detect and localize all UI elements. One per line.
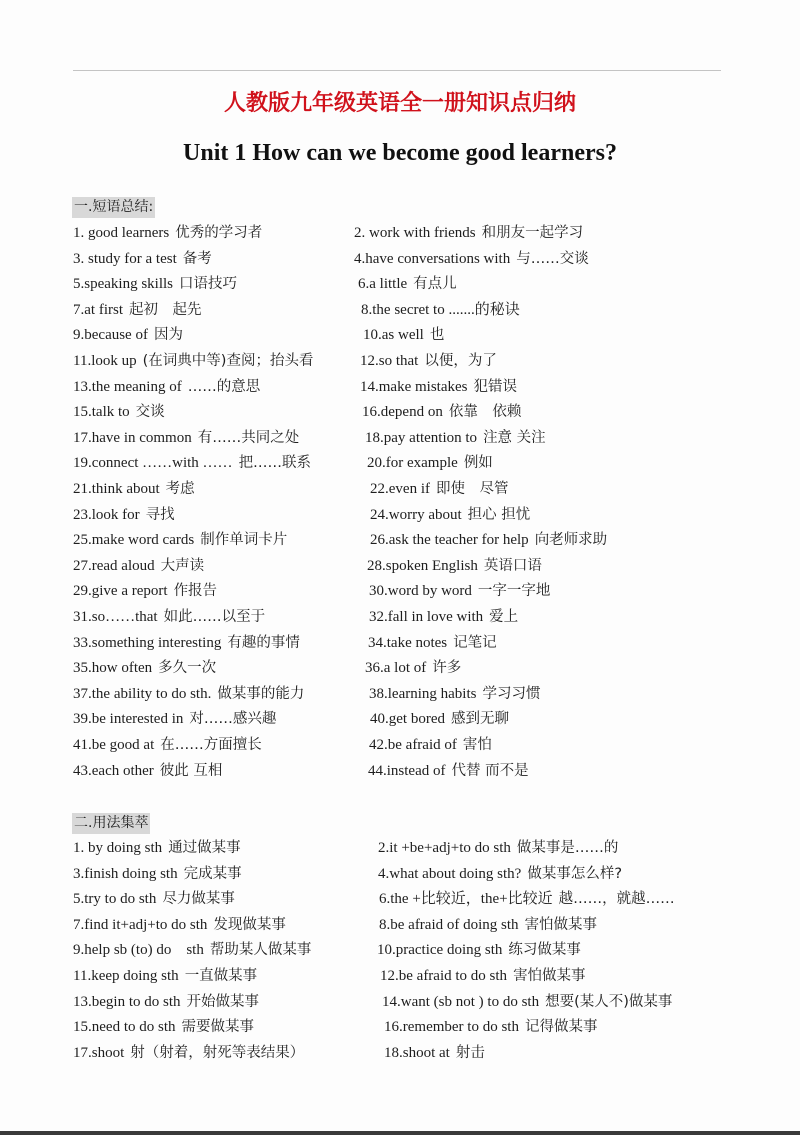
list-item: [73, 428, 299, 448]
phrase-chinese: 有趣的事情: [227, 634, 300, 651]
list-item: [369, 581, 550, 601]
list-item: [368, 761, 529, 781]
phrase-chinese: 一字一字地: [477, 583, 551, 600]
phrase-english: 3. study for a test: [73, 250, 177, 267]
phrase-chinese: 作报告: [173, 583, 218, 600]
phrase-chinese: (在词典中等)查阅；抬头看: [142, 353, 314, 369]
section-usage-heading: 二.用法集萃: [72, 813, 150, 834]
phrase-chinese: 害怕: [462, 737, 492, 753]
phrase-chinese: 做某事是……的: [516, 840, 619, 856]
phrase-chinese: 例如: [463, 455, 493, 472]
phrase-chinese: 也: [429, 327, 445, 344]
list-item: [382, 992, 672, 1012]
phrase-english: 6.the +比较近，the+比较近: [379, 891, 553, 908]
document-title-chinese: 人教版九年级英语全一册知识点归纳: [223, 91, 576, 116]
phrase-chinese: 想要(某人不)做某事: [545, 993, 673, 1010]
top-divider: [73, 70, 721, 71]
phrase-chinese: 完成某事: [183, 865, 242, 882]
list-item: [379, 889, 675, 909]
phrase-english: 25.make word cards: [73, 532, 195, 549]
list-item: [377, 940, 581, 960]
phrase-english: 11.keep doing sth: [73, 968, 179, 984]
list-item: [73, 838, 241, 858]
phrase-chinese: ……的意思: [187, 378, 261, 395]
phrase-chinese: 担心 担忧: [467, 506, 531, 523]
phrase-chinese: 因为: [153, 327, 183, 344]
phrase-chinese: 制作单词卡片: [200, 532, 288, 549]
phrase-english: 35.how often: [73, 660, 153, 677]
list-item: [73, 223, 262, 243]
list-item: [73, 684, 304, 704]
phrase-chinese: 发现做某事: [213, 916, 286, 933]
phrase-chinese: 犯错误: [473, 378, 517, 395]
phrase-chinese: 代替 而不是: [451, 762, 529, 779]
list-item: [73, 1017, 254, 1037]
phrase-chinese: 害怕做某事: [513, 968, 586, 984]
phrase-chinese: 和朋友一起学习: [481, 225, 584, 241]
list-item: [73, 915, 286, 935]
phrase-chinese: 英语口语: [483, 557, 542, 574]
list-item: [73, 351, 313, 371]
phrase-chinese: 彼此 互相: [159, 762, 223, 779]
list-item: [379, 915, 597, 935]
phrase-chinese: 射击: [455, 1044, 485, 1061]
list-item: [368, 633, 497, 653]
phrase-chinese: 尽力做某事: [162, 891, 235, 908]
phrase-chinese: 即使 尽管: [435, 481, 509, 497]
phrase-english: 8.be afraid of doing sth: [379, 916, 519, 933]
phrase-english: 9.because of: [73, 327, 148, 344]
phrase-english: 37.the ability to do sth.: [73, 685, 212, 702]
phrase-chinese: 通过做某事: [168, 840, 241, 856]
list-item: [73, 274, 237, 294]
section-phrases-heading: 一.短语总结:: [72, 197, 155, 218]
phrase-english: 7.find it+adj+to do sth: [73, 916, 208, 933]
list-item: [378, 838, 618, 858]
phrase-english: 2. work with friends: [354, 225, 476, 241]
list-item: [73, 761, 222, 781]
phrase-chinese: 一直做某事: [184, 968, 258, 984]
phrase-english: 12.so that: [360, 353, 419, 369]
list-item: [370, 479, 508, 499]
phrase-chinese: 在……方面擅长: [160, 737, 262, 753]
phrase-chinese: 记得做某事: [524, 1019, 598, 1036]
list-item: [73, 864, 242, 884]
phrase-english: 24.worry about: [370, 506, 462, 523]
unit-title: Unit 1 How can we become good learners?: [183, 140, 617, 166]
phrase-english: 26.ask the teacher for help: [370, 532, 529, 549]
phrase-english: 13.the meaning of: [73, 378, 182, 395]
list-item: [380, 966, 586, 986]
phrase-english: 23.look for: [73, 506, 140, 523]
phrase-english: 5.try to do sth: [73, 891, 157, 908]
list-item: [73, 735, 262, 755]
list-item: [73, 658, 216, 678]
list-item: [384, 1017, 597, 1037]
phrase-chinese: 优秀的学习者: [175, 225, 263, 241]
list-item: [365, 428, 546, 448]
phrase-chinese: 对……感兴趣: [189, 711, 277, 728]
phrase-english: 15.need to do sth: [73, 1019, 176, 1036]
phrase-chinese: 备考: [182, 250, 212, 267]
list-item: [370, 709, 509, 729]
phrase-english: 9.help sb (to) do sth: [73, 942, 204, 959]
list-item: [73, 479, 195, 499]
phrase-chinese: 射（射着，射死等表结果）: [130, 1044, 305, 1061]
phrase-english: 4.have conversations with: [354, 250, 511, 267]
list-item: [354, 249, 589, 269]
phrase-chinese: 与……交谈: [516, 250, 589, 267]
phrase-english: 19.connect ……with ……: [73, 455, 233, 472]
phrase-english: 6.a little: [358, 276, 408, 293]
phrase-chinese: 爱上: [489, 609, 519, 625]
list-item: [73, 249, 212, 269]
list-item: [358, 274, 457, 294]
phrase-english: 43.each other: [73, 762, 154, 779]
phrase-english: 8.the secret to .......的秘诀: [361, 301, 520, 318]
phrase-english: 4.what about doing sth?: [378, 865, 522, 882]
phrase-english: 44.instead of: [368, 762, 446, 779]
phrase-chinese: 开始做某事: [186, 993, 259, 1010]
phrase-english: 1. by doing sth: [73, 840, 163, 856]
phrase-chinese: 许多: [432, 660, 462, 677]
list-item: [73, 530, 287, 550]
phrase-english: 14.want (sb not ) to do sth: [382, 993, 540, 1010]
list-item: [365, 658, 461, 678]
phrase-english: 20.for example: [367, 455, 458, 472]
list-item: [73, 300, 202, 320]
phrase-chinese: 寻找: [145, 506, 175, 523]
phrase-chinese: 以便，为了: [424, 353, 497, 369]
phrase-chinese: 感到无聊: [450, 711, 509, 728]
list-item: [360, 351, 497, 371]
phrase-english: 17.shoot: [73, 1044, 125, 1061]
phrase-english: 22.even if: [370, 481, 430, 497]
list-item: [370, 530, 607, 550]
list-item: [370, 505, 530, 525]
list-item: [73, 325, 183, 345]
phrase-chinese: 害怕做某事: [524, 916, 598, 933]
list-item: [369, 607, 518, 627]
phrase-chinese: 有……共同之处: [197, 429, 300, 446]
list-item: [73, 505, 175, 525]
list-item: [73, 633, 300, 653]
phrase-english: 21.think about: [73, 481, 160, 497]
phrase-english: 13.begin to do sth: [73, 993, 181, 1010]
list-item: [73, 581, 217, 601]
phrase-chinese: 越……，就越……: [558, 891, 675, 908]
phrase-english: 27.read aloud: [73, 557, 155, 574]
list-item: [73, 607, 265, 627]
phrase-english: 12.be afraid to do sth: [380, 968, 508, 984]
list-item: [73, 992, 259, 1012]
phrase-english: 7.at first: [73, 301, 123, 318]
list-item: [360, 377, 517, 397]
phrase-chinese: 练习做某事: [508, 942, 581, 959]
phrase-chinese: 把……联系: [238, 455, 312, 472]
list-item: [384, 1043, 485, 1063]
phrase-chinese: 做某事怎么样?: [527, 865, 623, 882]
phrase-chinese: 大声读: [160, 557, 205, 574]
phrase-english: 15.talk to: [73, 404, 130, 421]
phrase-english: 16.depend on: [362, 404, 443, 421]
list-item: [363, 325, 444, 345]
phrase-english: 30.word by word: [369, 583, 472, 600]
phrase-english: 39.be interested in: [73, 711, 184, 728]
phrase-chinese: 多久一次: [158, 660, 217, 677]
list-item: [73, 1043, 304, 1063]
phrase-english: 36.a lot of: [365, 660, 427, 677]
phrase-chinese: 口语技巧: [179, 276, 237, 293]
phrase-english: 10.practice doing sth: [377, 942, 503, 959]
phrase-chinese: 帮助某人做某事: [209, 942, 312, 959]
phrase-english: 1. good learners: [73, 225, 170, 241]
list-item: [73, 556, 204, 576]
phrase-chinese: 做某事的能力: [217, 685, 305, 702]
phrase-chinese: 交谈: [135, 404, 165, 421]
list-item: [367, 453, 493, 473]
list-item: [73, 377, 260, 397]
phrase-chinese: 学习习惯: [482, 685, 541, 702]
phrase-english: 28.spoken English: [367, 557, 478, 574]
phrase-chinese: 需要做某事: [181, 1019, 254, 1036]
phrase-english: 3.finish doing sth: [73, 865, 178, 882]
list-item: [361, 300, 526, 320]
phrase-chinese: 有点儿: [413, 276, 457, 293]
list-item: [73, 709, 276, 729]
list-item: [73, 889, 235, 909]
phrase-english: 34.take notes: [368, 634, 448, 651]
phrase-chinese: 记笔记: [453, 634, 497, 651]
phrase-english: 41.be good at: [73, 737, 155, 753]
phrase-chinese: 向老师求助: [534, 532, 608, 549]
phrase-chinese: 起初 起先: [129, 301, 202, 318]
phrase-english: 17.have in common: [73, 429, 192, 446]
phrase-english: 14.make mistakes: [360, 378, 468, 395]
phrase-english: 33.something interesting: [73, 634, 222, 651]
bottom-border: [0, 1131, 800, 1135]
phrase-english: 40.get bored: [370, 711, 445, 728]
list-item: [378, 864, 622, 884]
list-item: [354, 223, 583, 243]
phrase-chinese: 依靠 依赖: [448, 404, 522, 421]
phrase-english: 5.speaking skills: [73, 276, 173, 293]
list-item: [369, 735, 492, 755]
phrase-english: 11.look up: [73, 353, 137, 369]
phrase-chinese: 考虑: [165, 481, 195, 497]
phrase-english: 32.fall in love with: [369, 609, 484, 625]
list-item: [73, 940, 311, 960]
phrase-chinese: 注意 关注: [483, 429, 546, 446]
phrase-chinese: 如此……以至于: [163, 609, 266, 625]
phrase-english: 31.so……that: [73, 609, 158, 625]
list-item: [73, 966, 257, 986]
phrase-english: 29.give a report: [73, 583, 168, 600]
phrase-english: 16.remember to do sth: [384, 1019, 519, 1036]
list-item: [73, 453, 311, 473]
phrase-english: 42.be afraid of: [369, 737, 457, 753]
list-item: [367, 556, 542, 576]
phrase-english: 2.it +be+adj+to do sth: [378, 840, 511, 856]
list-item: [369, 684, 540, 704]
phrase-english: 10.as well: [363, 327, 424, 344]
list-item: [362, 402, 521, 422]
phrase-english: 18.pay attention to: [365, 429, 478, 446]
phrase-english: 18.shoot at: [384, 1044, 450, 1061]
list-item: [73, 402, 165, 422]
phrase-english: 38.learning habits: [369, 685, 477, 702]
